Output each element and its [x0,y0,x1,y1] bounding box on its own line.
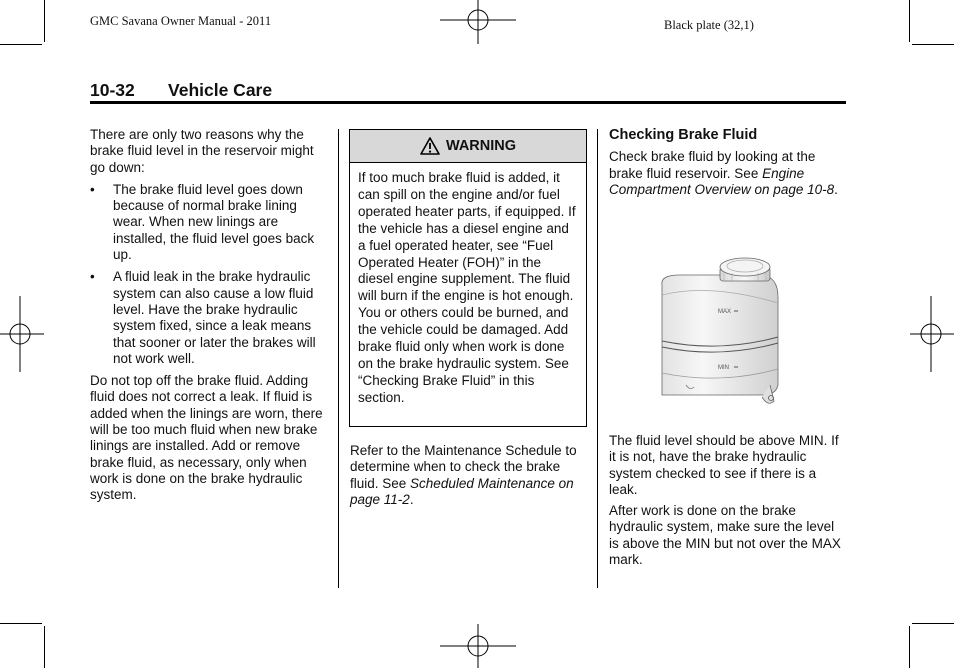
manual-title: GMC Savana Owner Manual - 2011 [90,14,272,28]
reason-list [90,182,330,367]
warning-triangle-icon [420,137,440,155]
check-paragraph: Check brake fluid by looking at the brake fluid reservoir. See Engine Compartment Overview on page 10-8. [609,149,838,197]
maintenance-paragraph: Refer to the Maintenance Schedule to determine when to check the brake fluid. See Scheduled Maintenance on page 11-2. [350,443,577,507]
crop-mark [44,626,45,668]
intro-paragraph: There are only two reasons why the brake fluid level in the reservoir might go down: [90,127,314,175]
column-divider [597,129,598,588]
max-label: MAX [718,309,732,315]
engine-compartment-link[interactable]: Engine Compartment Overview on page 10-8 [609,165,835,197]
warning-title: WARNING [445,138,517,154]
registration-mark-top [440,0,516,44]
after-work-paragraph: After work is done on the brake hydraulic system, make sure the level is above the MIN but not over the MAX mark. [609,503,841,568]
crop-mark [0,623,42,624]
bullet-icon: • [90,181,95,197]
fluid-level-paragraph: The fluid level should be above MIN. If it is not, have the brake hydraulic system checked to see if there is a leak. [609,433,839,497]
crop-mark [909,0,910,42]
crop-mark [0,44,42,45]
min-label: MIN [718,365,729,371]
crop-mark [912,623,954,624]
page-number: 10-32 [90,80,135,100]
scheduled-maintenance-link[interactable]: Scheduled Maintenance on page 11-2 [350,475,574,507]
column-3 [609,127,841,198]
registration-mark-left [0,296,44,372]
crop-mark [909,626,910,668]
crop-mark [912,44,954,45]
registration-mark-bottom [440,624,516,668]
top-off-paragraph: Do not top off the brake fluid. Adding fluid does not correct a leak. If fluid is added when the linings are worn, there will be too much fluid when new brake linings are installed. Add or remove brake fluid, as necessary, only when work is done on the brake hydraulic system. [90,373,323,503]
warning-header [350,130,586,163]
title-rule [90,101,846,104]
section-heading: Checking Brake Fluid [609,127,758,143]
column-3-lower [609,433,841,568]
list-item: • A fluid leak in the brake hydraulic system can also cause a low fluid level. Have the brake hydraulic system fixed, since a leak means that sooner or later the brakes will not work well. [90,269,316,366]
column-1 [90,127,330,504]
plate-label: Black plate (32,1) [664,18,754,32]
crop-mark [44,0,45,42]
warning-box [349,129,587,427]
column-divider [338,129,339,588]
bullet-icon: • [90,269,95,285]
list-item: • The brake fluid level goes down because of normal brake lining wear. When new linings are installed, the fluid level goes back up. [90,181,315,263]
registration-mark-right [910,296,954,372]
warning-text: If too much brake fluid is added, it can spill on the engine and/or fuel operated heater parts, if equipped. If the vehicle has a diesel engine and a fuel operated heater, see “Fuel Operated Heater (FOH)” in the diesel engine supplement. The fluid will burn if the engine is hot enough. You or others could be burned, and the vehicle could be damaged. Add brake fluid only when work is done on the brake hydraulic system. See “Checking Brake Fluid” in this section. [358,170,576,405]
page-title [90,80,272,101]
brake-fluid-reservoir-illustration [650,245,790,410]
section-title: Vehicle Care [168,80,273,100]
